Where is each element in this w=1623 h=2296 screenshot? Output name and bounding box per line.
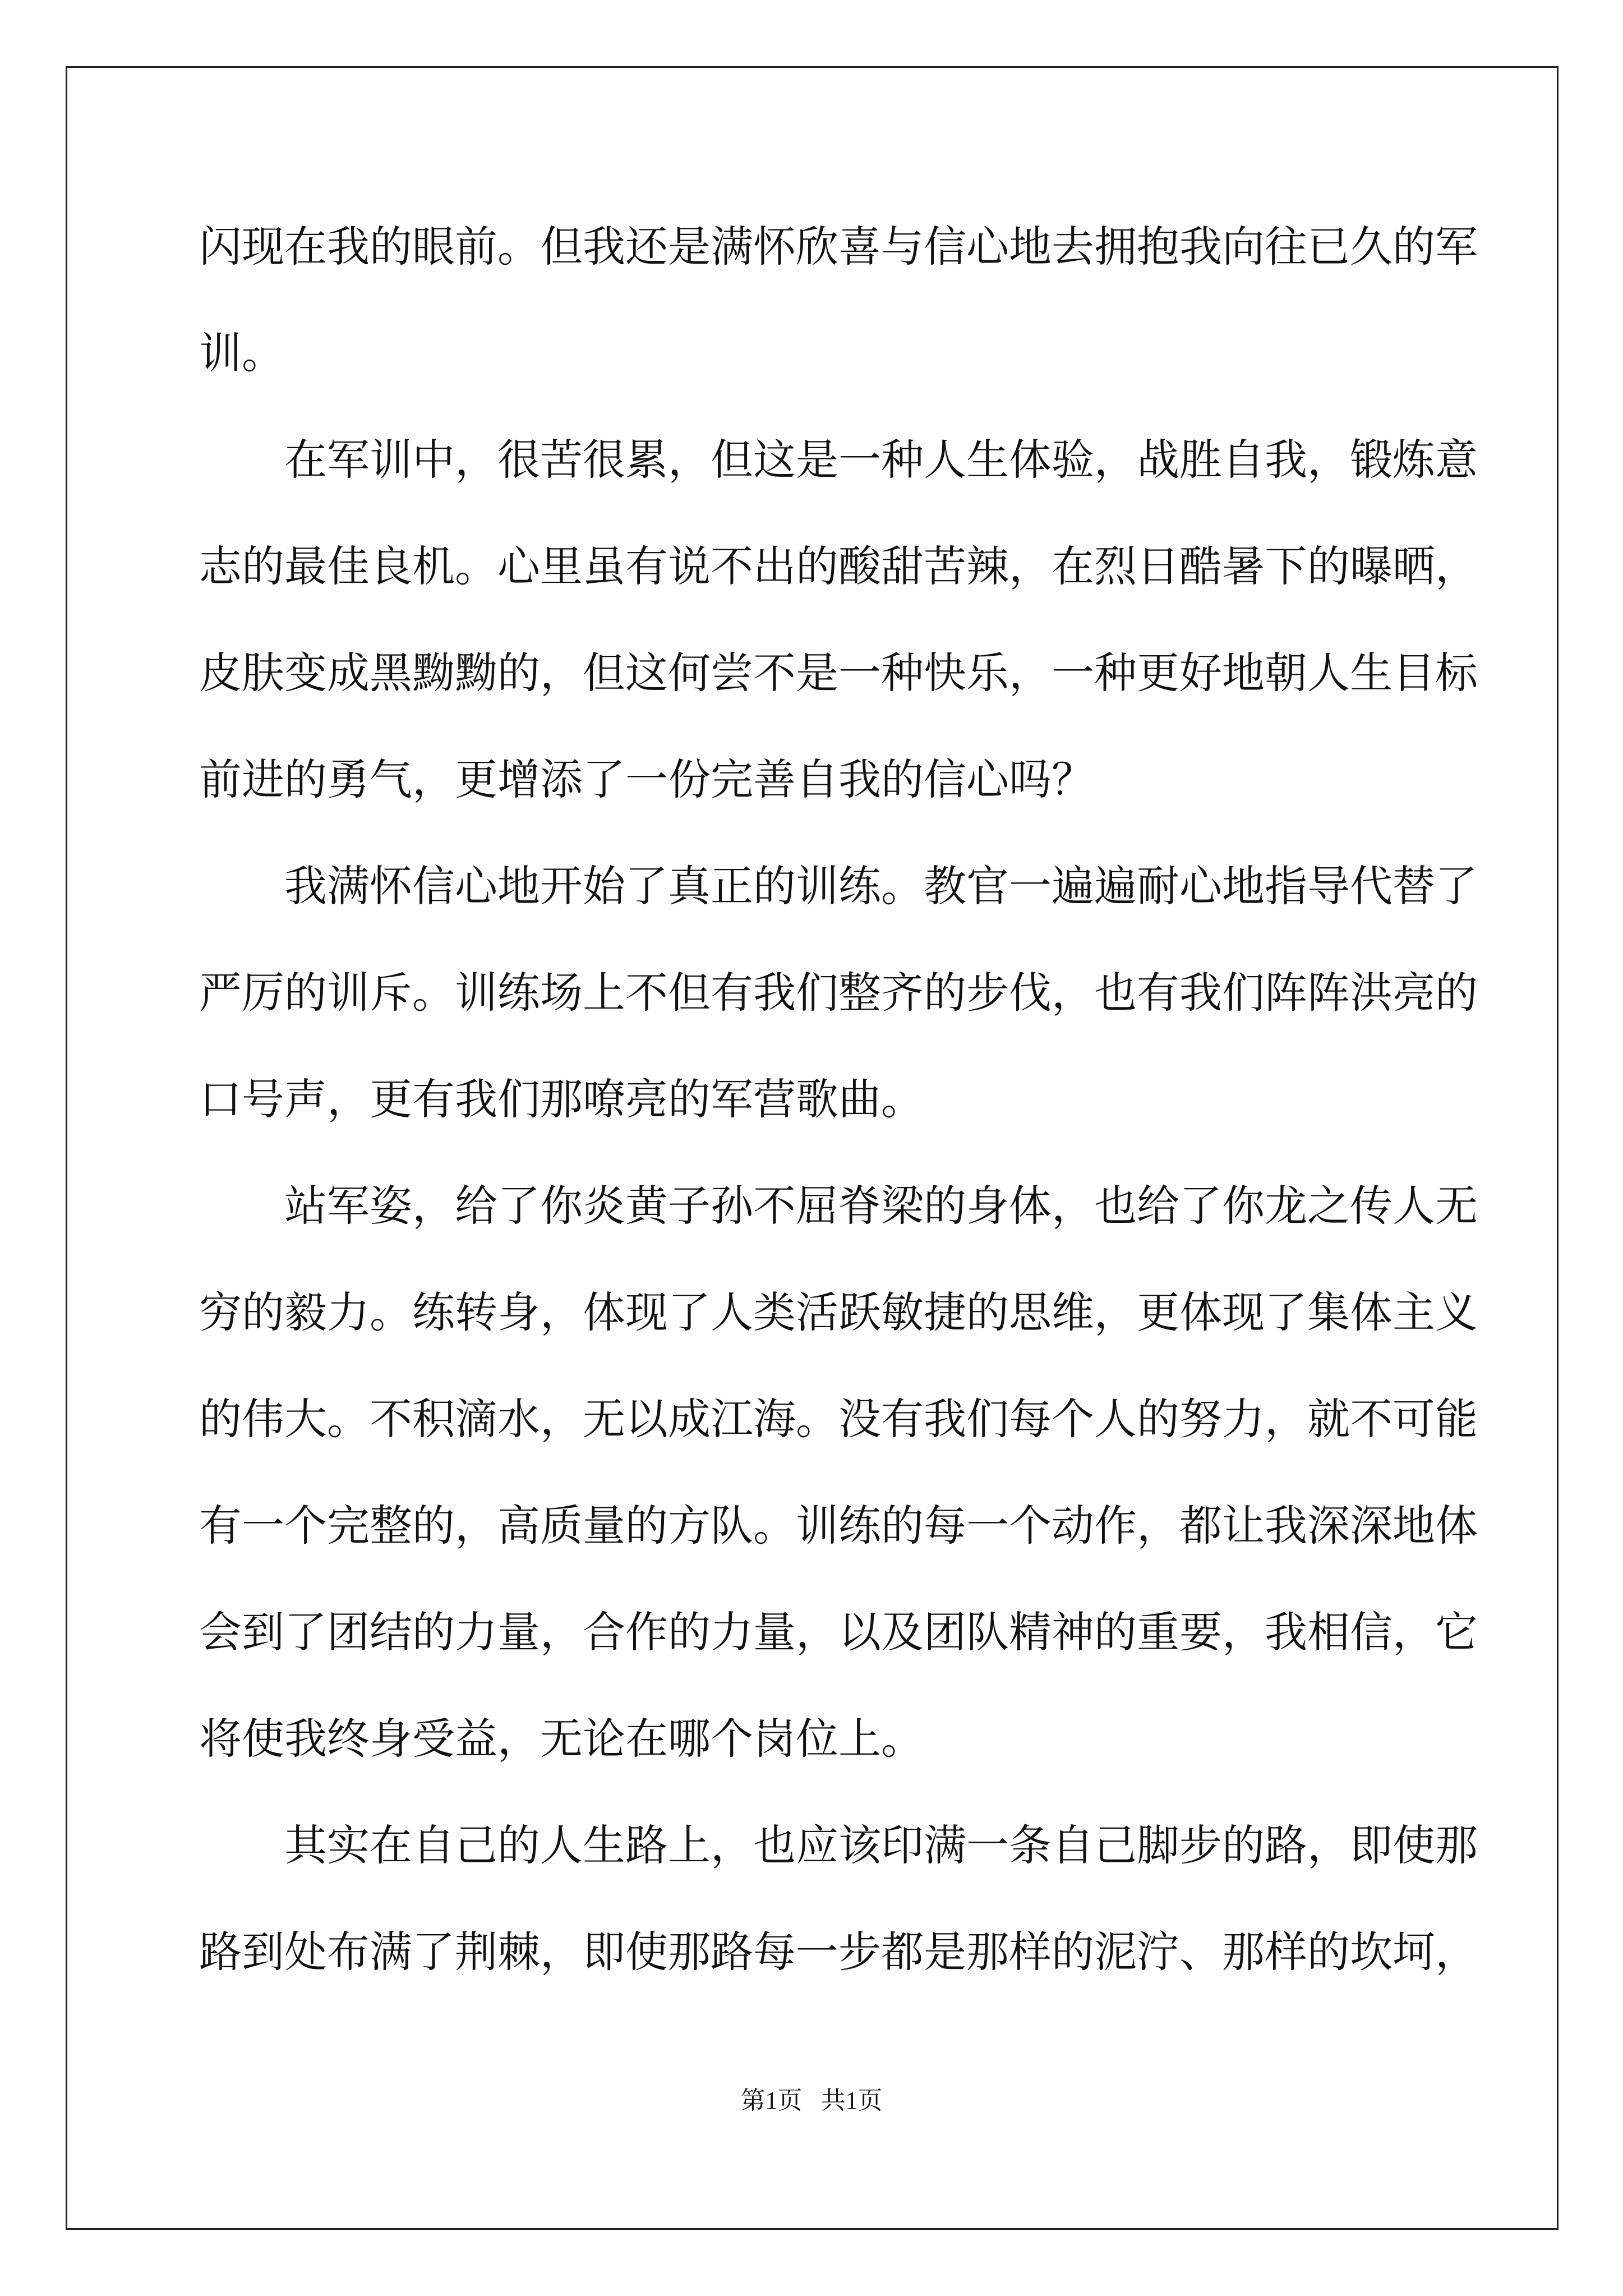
- text-line: 口号声，更有我们那嘹亮的军营歌曲。: [199, 1074, 924, 1124]
- page-footer: 第1页 共1页: [740, 2087, 883, 2114]
- document-body: [199, 194, 1478, 2005]
- text-line: 在军训中，很苦很累，但这是一种人生体验，战胜自我，锻炼意: [284, 435, 1478, 485]
- text-line: 有一个完整的，高质量的方队。训练的每一个动作，都让我深深地体: [199, 1501, 1478, 1550]
- text-line: 我满怀信心地开始了真正的训练。教官一遍遍耐心地指导代替了: [284, 861, 1478, 911]
- text-line: 志的最佳良机。心里虽有说不出的酸甜苦辣，在烈日酷暑下的曝晒，: [199, 541, 1478, 591]
- text-line: 将使我终身受益，无论在哪个岗位上。: [199, 1714, 924, 1764]
- text-line: 的伟大。不积滴水，无以成江海。没有我们每个人的努力，就不可能: [199, 1394, 1478, 1444]
- text-line: 穷的毅力。练转身，体现了人类活跃敏捷的思维，更体现了集体主义: [199, 1287, 1478, 1337]
- text-line: 路到处布满了荆棘，即使那路每一步都是那样的泥泞、那样的坎坷，: [199, 1927, 1478, 1977]
- text-line: 其实在自己的人生路上，也应该印满一条自己脚步的路，即使那: [284, 1820, 1478, 1870]
- text-line: 训。: [199, 328, 284, 378]
- text-line: 闪现在我的眼前。但我还是满怀欣喜与信心地去拥抱我向往已久的军: [199, 222, 1478, 272]
- text-line: 前进的勇气，更增添了一份完善自我的信心吗？: [199, 754, 1094, 804]
- text-line: 站军姿，给了你炎黄子孙不屈脊梁的身体，也给了你龙之传人无: [284, 1181, 1478, 1231]
- text-line: 严厉的训斥。训练场上不但有我们整齐的步伐，也有我们阵阵洪亮的: [199, 968, 1478, 1018]
- text-line: 皮肤变成黑黝黝的，但这何尝不是一种快乐，一种更好地朝人生目标: [199, 648, 1478, 698]
- text-line: 会到了团结的力量，合作的力量，以及团队精神的重要，我相信，它: [199, 1607, 1478, 1657]
